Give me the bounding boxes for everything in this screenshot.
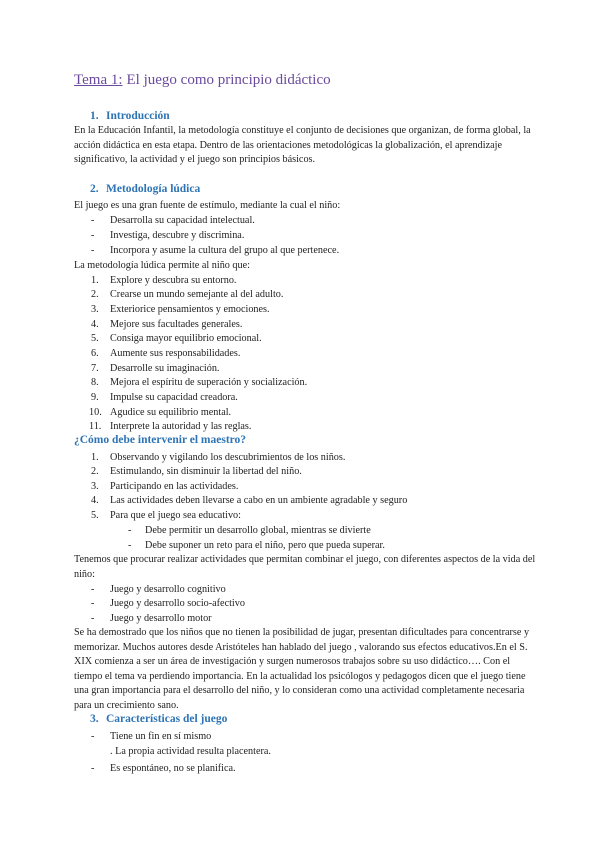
list-number: 3. (91, 304, 99, 315)
section-title: Metodología lúdica (106, 183, 201, 195)
list-item: Las actividades deben llevarse a cabo en un ambiente agradable y seguro (110, 495, 408, 506)
list-number: 1. (91, 452, 99, 463)
title-number: Tema 1: (74, 72, 123, 88)
dash-marker: - (91, 731, 95, 742)
list-item: Consiga mayor equilibrio emocional. (110, 333, 262, 344)
dash-marker: - (128, 525, 132, 536)
maestro-heading: ¿Cómo debe intervenir el maestro? (74, 434, 247, 446)
dash-marker: - (91, 245, 95, 256)
dash-marker: - (91, 763, 95, 774)
list-item: Explore y descubra su entorno. (110, 275, 237, 286)
dash-marker: - (91, 584, 95, 595)
list-number: 11. (89, 421, 102, 432)
list-item: Mejore sus facultades generales. (110, 319, 243, 330)
list-item: Exteriorice pensamientos y emociones. (110, 304, 270, 315)
section-number: 1. (90, 110, 99, 122)
list-item: Interprete la autoridad y las reglas. (110, 421, 252, 432)
section-title: Características del juego (106, 713, 228, 725)
list-item: Estimulando, sin disminuir la libertad del niño. (110, 466, 302, 477)
section-heading-introduccion (90, 110, 170, 122)
list-number: 5. (91, 510, 99, 521)
list-item: Desarrolle su imaginación. (110, 363, 220, 374)
list-item: Debe suponer un reto para el niño, pero que pueda superar. (145, 540, 385, 551)
list-number: 2. (91, 466, 99, 477)
list-number: 4. (91, 495, 99, 506)
list-item: Aumente sus responsabilidades. (110, 348, 241, 359)
list-number: 2. (91, 289, 99, 300)
dash-marker: - (91, 598, 95, 609)
list-number: 4. (91, 319, 99, 330)
intro-paragraph: En la Educación Infantil, la metodología constituye el conjunto de decisiones que organizan, de forma global, la acción didáctica en esta etapa. Dentro de las orientaciones metodológicas la globalización, el aprendizaje significativo, la actividad y el juego son principios básicos. (74, 125, 531, 166)
list-item: Investiga, descubre y discrimina. (110, 230, 245, 241)
dash-marker: - (91, 613, 95, 624)
tenemos-paragraph: Tenemos que procurar realizar actividades que permitan combinar el juego, con diferentes aspectos de la vida del niño: (74, 554, 536, 580)
list-item: Es espontáneo, no se planifica. (110, 763, 236, 774)
title-text: El juego como principio didáctico (126, 72, 331, 88)
list-number: 8. (91, 377, 99, 388)
list-item: Juego y desarrollo socio-afectivo (110, 598, 245, 609)
list-number: 6. (91, 348, 99, 359)
section-number: 3. (90, 713, 99, 725)
dash-marker: - (128, 540, 132, 551)
list-number: 5. (91, 333, 99, 344)
page-title (74, 72, 331, 89)
list-item: Agudice su equilibrio mental. (110, 407, 232, 418)
list-item: Incorpora y asume la cultura del grupo al que pertenece. (110, 245, 340, 256)
list-number: 3. (91, 481, 99, 492)
list-item: Juego y desarrollo motor (110, 613, 212, 624)
list-number: 9. (91, 392, 99, 403)
list-item: Participando en las actividades. (110, 481, 239, 492)
list-number: 10. (89, 407, 102, 418)
section-heading-caracteristicas (90, 713, 227, 725)
section-heading-metodologia (90, 183, 200, 195)
list-item-detail: . La propia actividad resulta placentera. (110, 746, 271, 757)
section-title: Introducción (106, 110, 170, 122)
permite-intro: La metodología lúdica permite al niño que: (74, 260, 250, 271)
list-item: Observando y vigilando los descubrimientos de los niños. (110, 452, 346, 463)
list-item: Para que el juego sea educativo: (110, 510, 241, 521)
ludica-intro: El juego es una gran fuente de estímulo, mediante la cual el niño: (74, 200, 341, 211)
list-number: 1. (91, 275, 99, 286)
section-number: 2. (90, 183, 99, 195)
list-item: Crearse un mundo semejante al del adulto. (110, 289, 284, 300)
list-item: Mejora el espíritu de superación y socialización. (110, 377, 308, 388)
list-item: Desarrolla su capacidad intelectual. (110, 215, 255, 226)
list-number: 7. (91, 363, 99, 374)
list-item: Debe permitir un desarrollo global, mientras se divierte (145, 525, 371, 536)
closing-paragraph: Se ha demostrado que los niños que no tienen la posibilidad de jugar, presentan dificultades para concentrarse y memorizar. Muchos autores desde Aristóteles han hablado del juego , valorando sus efectos educativos.En el S. XIX comienza a ser un área de investigación y surgen numerosos trabajos sobre su uso didáctico…. Con el tiempo el tema va perdiendo importancia. En la actualidad los psicólogos y pedagogos dicen que el juego tiene una gran importancia para el desarrollo del niño, y lo consideran como una actividad completamente necesaria para un crecimiento sano. (74, 627, 530, 711)
list-item: Impulse su capacidad creadora. (110, 392, 238, 403)
list-item: Juego y desarrollo cognitivo (110, 584, 226, 595)
dash-marker: - (91, 230, 95, 241)
dash-marker: - (91, 215, 95, 226)
list-item: Tiene un fin en sí mismo (110, 731, 212, 742)
